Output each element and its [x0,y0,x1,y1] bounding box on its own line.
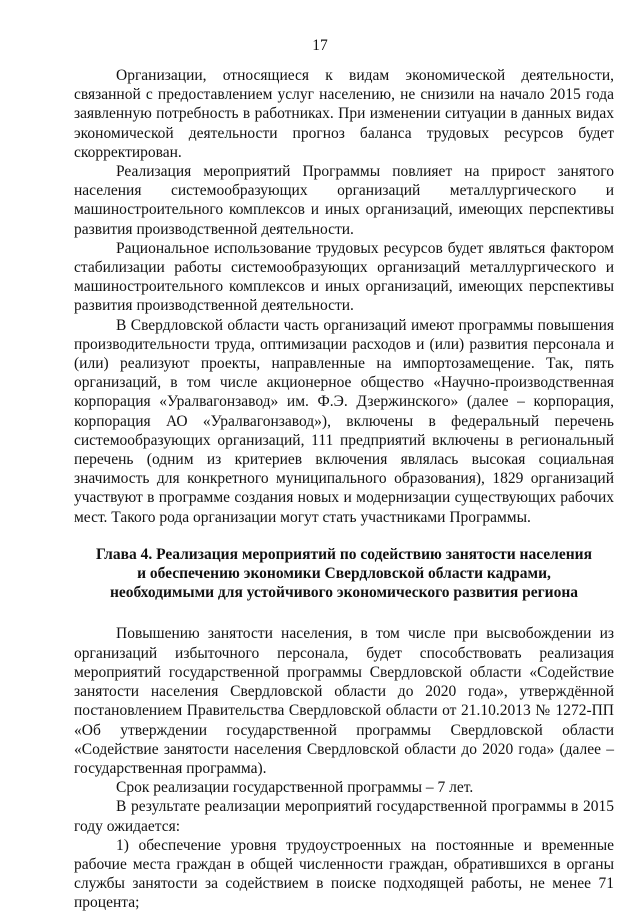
chapter-heading [74,545,614,603]
paragraph-expected-results: В результате реализации мероприятий государственной программы в 2015 году ожидается: [74,798,614,835]
chapter-heading-line-3: необходимыми для устойчивого экономического развития региона [109,584,579,602]
document-body [74,66,614,913]
paragraph-labor-demand: Организации, относящиеся к видам экономической деятельности, связанной с предоставлением услуг населению, не снизили на начало 2015 года заявленную потребность в работниках. При изменении ситуации в данных видах экономической деятельности прогноз баланса трудовых ресурсов будет скорректирован. [74,67,614,161]
chapter-heading-line-2: и обеспечению экономики Свердловской области кадрами, [137,565,551,583]
chapter-heading-line-1: Глава 4. Реализация мероприятий по содействию занятости населения [96,545,592,563]
paragraph-employment-program: Повышению занятости населения, в том числе при высвобождении из организаций избыточного персонала, будет способствовать реализация мероприятий государственной программы Свердловской области «Содействие занятости населения Свердловской области до 2020 года», утверждённой постановлением Правительства Свердловской области от 21.10.2013 № 1272-ПП «Об утверждении государственной программы Свердловской области «Содействие занятости населения Свердловской области до 2020 года» (далее – государственная программа). [74,625,614,777]
paragraph-sverdlovsk-organizations: В Свердловской области часть организаций имеют программы повышения производительности труда, оптимизации расходов и (или) развития персонала и (или) реализуют проекты, направленные на импортозамещение. Так, пять организаций, в том числе акционерное общество «Научно-производственная корпорация «Уралвагонзавод» им. Ф.Э. Дзержинского» (далее – корпорация, корпорация АО «Уралвагонзавод»), включены в федеральный перечень системообразующих организаций, 111 предприятий включены в региональный перечень (одним из критериев включения являлась высокая социальная значимость для конкретного муниципального образования), 1829 организаций участвуют в программе создания новых и модернизации существующих рабочих мест. Такого рода организации могут стать участниками Программы. [74,316,614,526]
paragraph-program-impact: Реализация мероприятий Программы повлияет на прирост занятого населения системообразующих организаций металлургического и машиностроительного комплексов и иных организаций, имеющих перспективы развития производственной деятельности. [74,163,614,238]
paragraph-labor-resources: Рациональное использование трудовых ресурсов будет являться фактором стабилизации работы системообразующих организаций металлургического и машиностроительного комплексов и иных организаций, имеющих перспективы развития производственной деятельности. [74,239,614,315]
page-number: 17 [312,37,328,54]
list-item-employment-level: 1) обеспечение уровня трудоустроенных на постоянные и временные рабочие места граждан в общей численности граждан, обратившихся в органы службы занятости за содействием в поиске подходящей работы, не менее 71 процента; [74,836,614,912]
paragraph-program-term: Срок реализации государственной программы – 7 лет. [116,779,474,797]
